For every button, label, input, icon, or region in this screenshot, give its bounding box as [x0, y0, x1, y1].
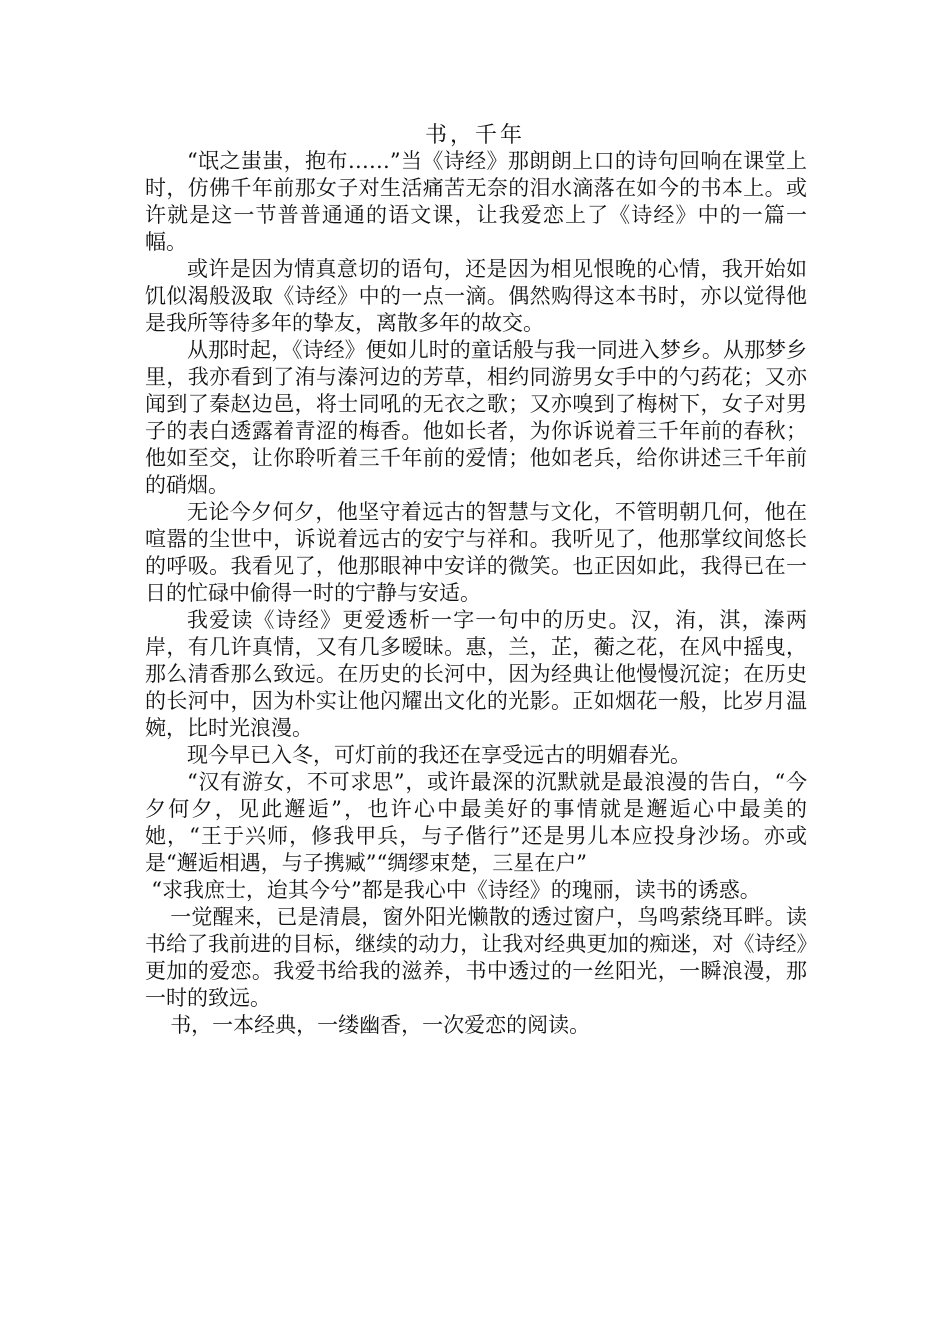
paragraph-7: “汉有游女，不可求思”，或许最深的沉默就是最浪漫的告白，“今夕何夕，见此邂逅”，也许心中最美好的事情就是邂逅心中最美的她，“王于兴师，修我甲兵，与子偕行”还是男儿本应投身沙场。亦或是“邂逅相遇，与子携臧”“绸缪束楚，三星在户” — [145, 770, 807, 875]
paragraph-10: 书，一本经典，一缕幽香，一次爱恋的阅读。 — [170, 1013, 591, 1037]
paragraph-6: 现今早已入冬，可灯前的我还在享受远古的明媚春光。 — [187, 743, 691, 767]
paragraph-1: “氓之蚩蚩，抱布……”当《诗经》那朗朗上口的诗句回响在课堂上时，仿佛千年前那女子对生活痛苦无奈的泪水滴落在如今的书本上。或许就是这一节普普通通的语文课，让我爱恋上了《诗经》中的一篇一幅。 — [145, 149, 807, 254]
document-body — [145, 148, 807, 1039]
paragraph-3: 从那时起，《诗经》便如儿时的童话般与我一同进入梦乡。从那梦乡里，我亦看到了洧与溱河边的芳草，相约同游男女手中的勺药花；又亦闻到了秦赵边邑，将士同吼的无衣之歌；又亦嗅到了梅树下，女子对男子的表白透露着青涩的梅香。他如长者，为你诉说着三千年前的春秋；他如至交，让你聆听着三千年前的爱情；他如老兵，给你讲述三千年前的硝烟。 — [145, 338, 807, 497]
document-title: 书，千年 — [424, 123, 525, 148]
paragraph-2: 或许是因为情真意切的语句，还是因为相见恨晚的心情，我开始如饥似渴般汲取《诗经》中的一点一滴。偶然购得这本书时，亦以觉得他是我所等待多年的挚友，离散多年的故交。 — [145, 257, 807, 335]
paragraph-5: 我爱读《诗经》更爱透析一字一句中的历史。汉，洧，淇，溱两岸，有几许真情，又有几多暧昧。惠，兰，芷，蘅之花，在风中摇曳，那么清香那么致远。在历史的长河中，因为经典让他慢慢沉淀；在历史的长河中，因为朴实让他闪耀出文化的光影。正如烟花一般，比岁月温婉，比时光浪漫。 — [145, 608, 807, 740]
paragraph-9: 一觉醒来，已是清晨，窗外阳光懒散的透过窗户，鸟鸣萦绕耳畔。读书给了我前进的目标，继续的动力，让我对经典更加的痴迷，对《诗经》更加的爱恋。我爱书给我的滋养，书中透过的一丝阳光，一瞬浪漫，那一时的致远。 — [145, 905, 807, 1010]
paragraph-8: “求我庶士，迨其今兮”都是我心中《诗经》的瑰丽，读书的诱惑。 — [151, 878, 761, 902]
paragraph-4: 无论今夕何夕，他坚守着远古的智慧与文化，不管明朝几何，他在喧嚣的尘世中，诉说着远古的安宁与祥和。我听见了，他那掌纹间悠长的呼吸。我看见了，他那眼神中安详的微笑。也正因如此，我得已在一日的忙碌中偷得一时的宁静与安适。 — [145, 500, 807, 605]
